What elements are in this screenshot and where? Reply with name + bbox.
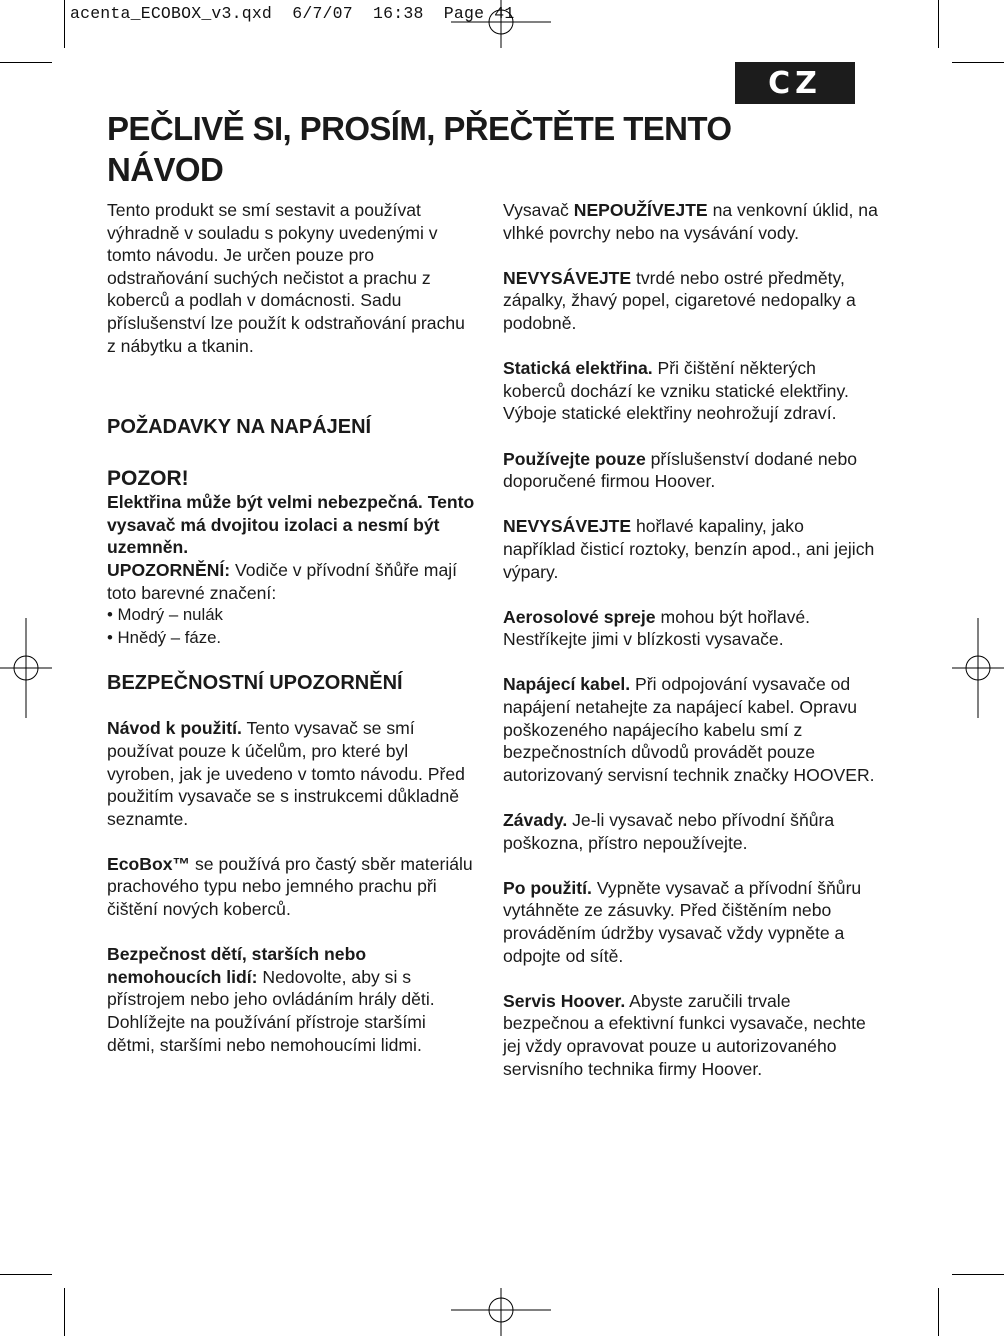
registration-mark-bottom	[451, 1288, 551, 1336]
safety-item-prefix: Vysavač	[503, 200, 569, 220]
crop-mark	[952, 1274, 1004, 1275]
wire-notice	[107, 559, 477, 604]
crop-mark	[938, 0, 939, 48]
safety-item-label: Napájecí kabel.	[503, 674, 631, 695]
safety-item-text: se používá pro častý sběr materiálu prachového typu nebo jemného prachu při čištění nových koberců.	[107, 853, 473, 920]
safety-item-label: NEVYSÁVEJTE	[503, 267, 632, 288]
safety-item-text: Tento vysavač se smí používat pouze k účelům, pro které byl vyroben, jak je uvedeno v tomto návodu. Před použitím vysavače se s instrukcemi důkladně seznamte.	[107, 718, 465, 829]
safety-item-text: příslušenství dodané nebo doporučené firmou Hoover.	[503, 448, 858, 492]
wire-notice-text: Vodiče v přívodní šňůře mají toto barevné značení:	[107, 559, 458, 603]
safety-item-text: tvrdé nebo ostré předměty, zápalky, žhavý popel, cigaretové nedopalky a podobně.	[503, 267, 856, 333]
safety-item	[107, 853, 477, 921]
power-requirements-heading: POŽADAVKY NA NAPÁJENÍ	[107, 416, 372, 439]
page-title: PEČLIVĚ SI, PROSÍM, PŘEČTĚTE TENTO NÁVOD	[107, 110, 732, 188]
safety-item-label: NEVYSÁVEJTE	[503, 516, 632, 537]
safety-item-label: Aerosolové spreje	[503, 606, 656, 627]
safety-warnings-heading: BEZPEČNOSTNÍ UPOZORNĚNÍ	[107, 672, 403, 695]
registration-mark-right	[952, 618, 1004, 718]
language-badge: CZ	[735, 62, 855, 104]
safety-item	[503, 357, 878, 425]
safety-item	[107, 717, 477, 830]
safety-item	[503, 877, 878, 967]
safety-item-label: Po použití.	[503, 877, 592, 898]
safety-item	[503, 809, 878, 854]
registration-mark-top	[451, 0, 551, 48]
safety-item-text: Nedovolte, aby si s přístrojem nebo jeho ovládáním hrály děti. Dohlížejte na používání přístroje staršími dětmi, staršími nebo nemohoucími lidmi.	[107, 966, 435, 1055]
safety-item-label: Závady.	[503, 810, 568, 831]
safety-item-label: Návod k použití.	[107, 718, 242, 739]
safety-item-text: Při odpojování vysavače od napájení netahejte za napájecí kabel. Opravu poškozeného napájecího kabelu smí z bezpečnostních důvodů provádět pouze autorizovaný servisní technik značky HOOVER.	[503, 674, 875, 785]
print-slug-line: acenta_ECOBOX_v3.qxd 6/7/07 16:38 Page 41	[70, 4, 515, 23]
electricity-warning: Elektřina může být velmi nebezpečná. Tento vysavač má dvojitou izolaci a nesmí být uzemněn.	[107, 492, 475, 558]
crop-mark	[64, 1288, 65, 1336]
safety-item-text: Při čištění některých koberců dochází ke vzniku statické elektřiny. Výboje statické elektřiny neohrožují zdraví.	[503, 358, 849, 424]
left-column	[107, 199, 477, 1056]
safety-item	[107, 943, 477, 1056]
list-item: • Hnědý – fáze.	[107, 627, 477, 650]
crop-mark	[0, 1274, 52, 1275]
registration-mark-left	[0, 618, 52, 718]
safety-item-text: mohou být hořlavé. Nestříkejte jimi v blízkosti vysavače.	[503, 606, 811, 650]
safety-item	[503, 199, 878, 244]
crop-mark	[938, 1288, 939, 1336]
safety-item	[503, 515, 878, 583]
safety-item-label: Bezpečnost dětí, starších nebo nemohoucích lidí:	[107, 944, 367, 987]
safety-item	[503, 673, 878, 786]
safety-item-label: NEPOUŽÍVEJTE	[573, 200, 708, 220]
crop-mark	[64, 0, 65, 48]
safety-item-text: hořlavé kapaliny, jako například čisticí roztoky, benzín apod., ani jejich výpary.	[503, 516, 875, 582]
safety-item-text: Vypněte vysavač a přívodní šňůru vytáhněte ze zásuvky. Před čištěním nebo prováděním údržby vysavač vždy vypněte a odpojte od sítě.	[503, 877, 862, 966]
safety-item-label: Servis Hoover.	[503, 990, 626, 1011]
crop-mark	[952, 62, 1004, 63]
safety-item	[503, 448, 878, 493]
safety-item	[503, 267, 878, 335]
safety-item-label: EcoBox™	[107, 853, 191, 874]
safety-item-label: Statická elektřina.	[503, 358, 653, 379]
intro-paragraph: Tento produkt se smí sestavit a používat výhradně v souladu s pokyny uvedenými v tomto návodu. Je určen pouze pro odstraňování suchých nečistot a prachu z koberců a podlah v domácnosti. Sadu příslušenství lze použít k odstraňování prachu z nábytku a tkanin.	[107, 200, 465, 356]
wire-notice-label: UPOZORNĚNÍ:	[107, 559, 231, 580]
wire-color-list	[107, 604, 477, 649]
crop-mark	[0, 62, 52, 63]
safety-item	[503, 606, 878, 651]
safety-item-text: Abyste zaručili trvale bezpečnou a efektivní funkci vysavače, nechte jej vždy opravovat pouze u autorizovaného servisního technika firmy Hoover.	[503, 990, 866, 1079]
safety-item-label: Používejte pouze	[503, 448, 646, 469]
safety-item	[503, 990, 878, 1080]
safety-item-text: na venkovní úklid, na vlhké povrchy nebo na vysávání vody.	[503, 200, 878, 243]
caution-heading: POZOR!	[107, 467, 189, 491]
list-item: • Modrý – nulák	[107, 604, 477, 627]
safety-item-text: Je-li vysavač nebo přívodní šňůra poškozna, přístro nepoužívejte.	[503, 810, 835, 853]
right-column	[503, 199, 878, 1080]
